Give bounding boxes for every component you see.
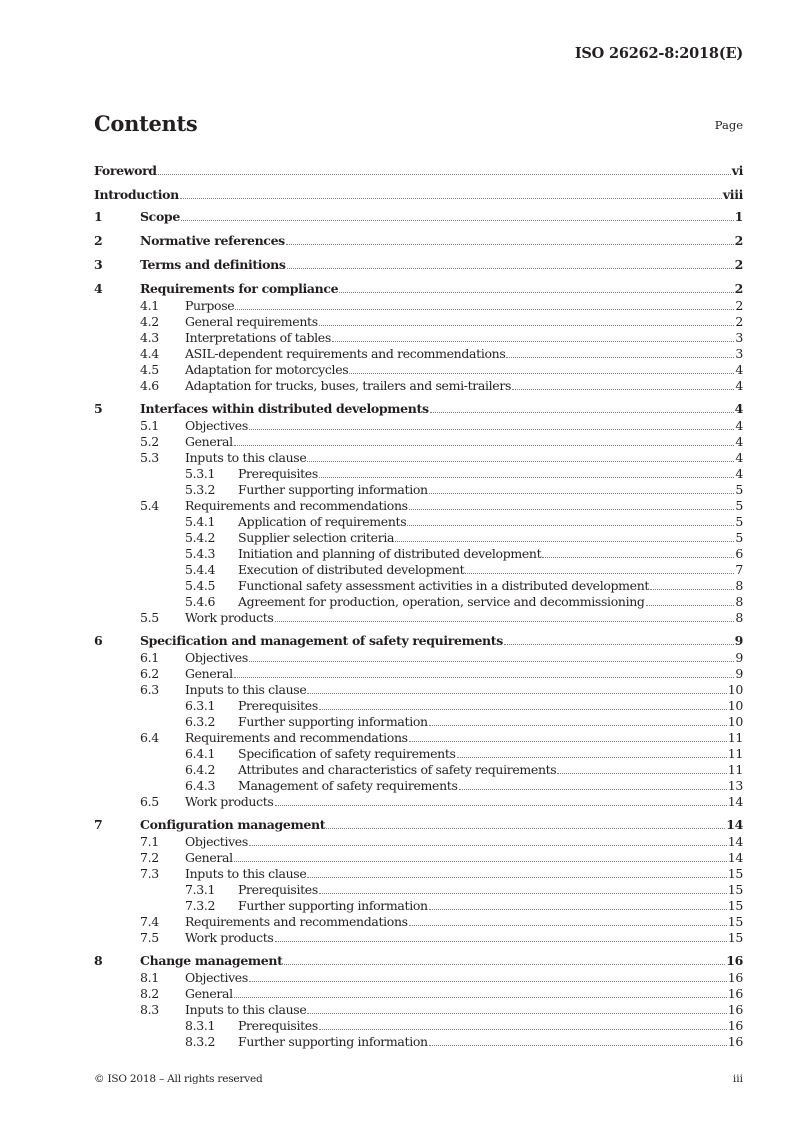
- toc-subclause-entry[interactable]: [94, 666, 743, 682]
- toc-entry-page[interactable]: 2: [734, 233, 743, 248]
- toc-entry-page[interactable]: 7: [735, 562, 743, 577]
- toc-entry-number: 7.3.2: [185, 898, 216, 913]
- dot-leader: [429, 725, 727, 726]
- toc-entry-number: 2: [94, 233, 103, 248]
- toc-entry-page[interactable]: 9: [735, 650, 743, 665]
- dot-leader: [339, 292, 733, 293]
- toc-subclause-entry[interactable]: [94, 850, 743, 866]
- toc-entry-number: 3: [94, 257, 103, 272]
- dot-leader: [275, 941, 727, 942]
- toc-entry-page[interactable]: 11: [727, 762, 743, 777]
- toc-entry-title[interactable]: Work products: [185, 930, 274, 945]
- toc-entry-page[interactable]: 15: [727, 914, 743, 929]
- toc-subclause-entry[interactable]: [94, 834, 743, 850]
- toc-subsubclause-entry[interactable]: [94, 562, 743, 578]
- toc-subclause-entry[interactable]: [94, 330, 743, 346]
- toc-clause-entry[interactable]: [94, 633, 743, 650]
- toc-entry-title[interactable]: ASIL-dependent requirements and recommendations: [185, 346, 506, 361]
- dot-leader: [234, 677, 735, 678]
- toc-subsubclause-entry[interactable]: [94, 514, 743, 530]
- toc-entry-title[interactable]: Attributes and characteristics of safety requirements: [238, 762, 557, 777]
- toc-entry-title[interactable]: Supplier selection criteria: [238, 530, 395, 545]
- toc-entry-page[interactable]: 16: [726, 953, 743, 968]
- toc-entry-number: 6.3: [140, 682, 159, 697]
- toc-entry-title[interactable]: General: [185, 986, 233, 1001]
- dot-leader: [307, 877, 726, 878]
- toc-entry-number: 6.5: [140, 794, 159, 809]
- toc-subclause-entry[interactable]: [94, 794, 743, 810]
- toc-entry-title[interactable]: General requirements: [185, 314, 318, 329]
- toc-entry-page[interactable]: 11: [727, 746, 743, 761]
- toc-subclause-entry[interactable]: [94, 314, 743, 330]
- dot-leader: [286, 244, 734, 245]
- toc-entry-title[interactable]: Prerequisites: [238, 698, 318, 713]
- dot-leader: [180, 198, 722, 199]
- toc-entry-title[interactable]: Requirements for compliance: [140, 281, 339, 296]
- table-of-contents: [94, 154, 743, 1050]
- toc-subclause-entry[interactable]: [94, 450, 743, 466]
- toc-entry-title[interactable]: Work products: [185, 794, 274, 809]
- toc-entry-number: 7.4: [140, 914, 159, 929]
- toc-entry-number: 6.4.1: [185, 746, 216, 761]
- toc-entry-page[interactable]: 8: [735, 578, 743, 593]
- toc-subclause-entry[interactable]: [94, 986, 743, 1002]
- toc-entry-title[interactable]: General: [185, 666, 233, 681]
- toc-entry-number: 5.5: [140, 610, 159, 625]
- toc-entry-title[interactable]: Prerequisites: [238, 466, 318, 481]
- toc-entry-title[interactable]: Adaptation for motorcycles: [185, 362, 349, 377]
- toc-entry-title[interactable]: Interfaces within distributed developments: [140, 401, 429, 416]
- document-id-header: ISO 26262-8:2018(E): [574, 45, 743, 62]
- toc-entry-number: 8.3.1: [185, 1018, 216, 1033]
- dot-leader: [457, 757, 727, 758]
- toc-entry-title[interactable]: Inputs to this clause: [185, 866, 307, 881]
- toc-entry-title[interactable]: Introduction: [94, 187, 179, 202]
- contents-title: Contents: [94, 111, 198, 136]
- dot-leader: [430, 412, 734, 413]
- toc-entry-title[interactable]: Agreement for production, operation, service and decommissioning: [238, 594, 645, 609]
- toc-entry-title[interactable]: General: [185, 850, 233, 865]
- toc-entry-title[interactable]: Further supporting information: [238, 482, 428, 497]
- toc-entry-page[interactable]: vi: [731, 163, 743, 178]
- dot-leader: [249, 661, 734, 662]
- toc-entry-page[interactable]: 15: [727, 866, 743, 881]
- toc-clause-entry[interactable]: [94, 209, 743, 226]
- toc-entry-title[interactable]: Purpose: [185, 298, 235, 313]
- toc-entry-page[interactable]: 2: [735, 314, 743, 329]
- toc-entry-title[interactable]: Requirements and recommendations: [185, 498, 408, 513]
- toc-clause-entry[interactable]: [94, 401, 743, 418]
- toc-entry-title[interactable]: Foreword: [94, 163, 157, 178]
- toc-entry-page[interactable]: 4: [735, 466, 743, 481]
- toc-entry-title[interactable]: Interpretations of tables: [185, 330, 331, 345]
- toc-entry-page[interactable]: 4: [735, 418, 743, 433]
- toc-entry-number: 7: [94, 817, 103, 832]
- toc-entry-page[interactable]: 5: [735, 482, 743, 497]
- toc-subclause-entry[interactable]: [94, 650, 743, 666]
- toc-entry-number: 5.3: [140, 450, 159, 465]
- toc-entry-page[interactable]: 14: [726, 817, 743, 832]
- toc-entry-page[interactable]: 14: [727, 794, 743, 809]
- toc-front-matter-entry[interactable]: [94, 154, 743, 178]
- toc-entry-page[interactable]: 13: [727, 778, 743, 793]
- toc-entry-page[interactable]: 16: [727, 986, 743, 1001]
- toc-entry-number: 6: [94, 633, 103, 648]
- toc-entry-number: 7.2: [140, 850, 159, 865]
- toc-entry-page[interactable]: 15: [727, 882, 743, 897]
- dot-leader: [407, 525, 734, 526]
- toc-entry-page[interactable]: 10: [727, 698, 743, 713]
- toc-subclause-entry[interactable]: [94, 730, 743, 746]
- toc-entry-number: 5.1: [140, 418, 159, 433]
- toc-entry-page[interactable]: 9: [734, 633, 743, 648]
- toc-clause-entry[interactable]: [94, 281, 743, 298]
- toc-subclause-entry[interactable]: [94, 346, 743, 362]
- toc-entry-title[interactable]: Requirements and recommendations: [185, 730, 408, 745]
- dot-leader: [429, 909, 727, 910]
- toc-entry-title[interactable]: Configuration management: [140, 817, 326, 832]
- toc-entry-page[interactable]: 5: [735, 498, 743, 513]
- dot-leader: [506, 357, 734, 358]
- toc-clause-entry[interactable]: [94, 257, 743, 274]
- toc-entry-title[interactable]: Work products: [185, 610, 274, 625]
- toc-entry-number: 4.6: [140, 378, 159, 393]
- toc-entry-page[interactable]: 10: [727, 682, 743, 697]
- toc-entry-page[interactable]: 16: [727, 1002, 743, 1017]
- toc-subclause-entry[interactable]: [94, 378, 743, 394]
- toc-entry-page[interactable]: 5: [735, 530, 743, 545]
- toc-entry-title[interactable]: Specification and management of safety requirements: [140, 633, 503, 648]
- footer-copyright: © ISO 2018 – All rights reserved: [94, 1073, 263, 1085]
- toc-entry-title[interactable]: Adaptation for trucks, buses, trailers and semi-trailers: [185, 378, 512, 393]
- toc-entry-page[interactable]: 8: [735, 594, 743, 609]
- toc-entry-title[interactable]: Further supporting information: [238, 714, 428, 729]
- toc-entry-number: 8.2: [140, 986, 159, 1001]
- dot-leader: [429, 1045, 727, 1046]
- toc-entry-number: 8.3: [140, 1002, 159, 1017]
- toc-entry-number: 8: [94, 953, 103, 968]
- toc-subclause-entry[interactable]: [94, 418, 743, 434]
- toc-entry-title[interactable]: Prerequisites: [238, 1018, 318, 1033]
- dot-leader: [557, 773, 726, 774]
- dot-leader: [275, 621, 735, 622]
- toc-entry-page[interactable]: 1: [734, 209, 743, 224]
- toc-entry-number: 5.4.1: [185, 514, 216, 529]
- toc-entry-page[interactable]: 9: [735, 666, 743, 681]
- dot-leader: [319, 325, 735, 326]
- toc-entry-page[interactable]: 2: [735, 298, 743, 313]
- toc-entry-title[interactable]: Requirements and recommendations: [185, 914, 408, 929]
- toc-entry-title[interactable]: Specification of safety requirements: [238, 746, 456, 761]
- toc-subclause-entry[interactable]: [94, 498, 743, 514]
- toc-entry-page[interactable]: 16: [727, 970, 743, 985]
- dot-leader: [275, 805, 727, 806]
- toc-entry-number: 5.4.5: [185, 578, 216, 593]
- toc-entry-title[interactable]: Prerequisites: [238, 882, 318, 897]
- toc-entry-page[interactable]: 14: [727, 834, 743, 849]
- toc-entry-number: 8.1: [140, 970, 159, 985]
- toc-entry-page[interactable]: 8: [735, 610, 743, 625]
- toc-entry-number: 5: [94, 401, 103, 416]
- toc-entry-number: 7.1: [140, 834, 159, 849]
- toc-entry-page[interactable]: 15: [727, 930, 743, 945]
- toc-entry-number: 5.4.2: [185, 530, 216, 545]
- toc-entry-page[interactable]: 4: [735, 450, 743, 465]
- dot-leader: [646, 605, 735, 606]
- dot-leader: [181, 220, 734, 221]
- toc-entry-number: 5.4: [140, 498, 159, 513]
- dot-leader: [459, 789, 727, 790]
- dot-leader: [504, 644, 734, 645]
- toc-entry-title[interactable]: Further supporting information: [238, 898, 428, 913]
- dot-leader: [409, 925, 727, 926]
- toc-entry-title[interactable]: Objectives: [185, 834, 248, 849]
- dot-leader: [158, 174, 731, 175]
- toc-entry-title[interactable]: Execution of distributed development: [238, 562, 465, 577]
- toc-entry-number: 6.2: [140, 666, 159, 681]
- toc-entry-title[interactable]: Objectives: [185, 650, 248, 665]
- toc-subclause-entry[interactable]: [94, 970, 743, 986]
- toc-subclause-entry[interactable]: [94, 914, 743, 930]
- toc-entry-title[interactable]: Management of safety requirements: [238, 778, 458, 793]
- toc-subclause-entry[interactable]: [94, 298, 743, 314]
- toc-entry-number: 6.4.3: [185, 778, 216, 793]
- toc-entry-title[interactable]: Change management: [140, 953, 283, 968]
- toc-entry-number: 5.4.6: [185, 594, 216, 609]
- toc-subsubclause-entry[interactable]: [94, 882, 743, 898]
- dot-leader: [307, 1013, 726, 1014]
- toc-clause-entry[interactable]: [94, 817, 743, 834]
- toc-subclause-entry[interactable]: [94, 682, 743, 698]
- toc-entry-number: 4.5: [140, 362, 159, 377]
- dot-leader: [395, 541, 734, 542]
- toc-subsubclause-entry[interactable]: [94, 530, 743, 546]
- toc-subsubclause-entry[interactable]: [94, 762, 743, 778]
- toc-entry-page[interactable]: 4: [735, 434, 743, 449]
- toc-entry-page[interactable]: 3: [735, 330, 743, 345]
- dot-leader: [465, 573, 734, 574]
- toc-front-matter-entry[interactable]: [94, 178, 743, 202]
- toc-entry-number: 6.4.2: [185, 762, 216, 777]
- toc-entry-number: 6.3.1: [185, 698, 216, 713]
- page-column-label: Page: [714, 118, 743, 132]
- toc-entry-number: 4.2: [140, 314, 159, 329]
- toc-entry-page[interactable]: 4: [734, 401, 743, 416]
- toc-subclause-entry[interactable]: [94, 1002, 743, 1018]
- toc-entry-title[interactable]: Inputs to this clause: [185, 450, 307, 465]
- dot-leader: [284, 964, 726, 965]
- toc-entry-number: 4.4: [140, 346, 159, 361]
- toc-subsubclause-entry[interactable]: [94, 778, 743, 794]
- toc-entry-title[interactable]: Terms and definitions: [140, 257, 286, 272]
- toc-entry-page[interactable]: 6: [735, 546, 743, 561]
- toc-entry-page[interactable]: 16: [727, 1018, 743, 1033]
- toc-entry-number: 4.3: [140, 330, 159, 345]
- dot-leader: [429, 493, 735, 494]
- dot-leader: [542, 557, 734, 558]
- toc-subsubclause-entry[interactable]: [94, 1034, 743, 1050]
- dot-leader: [349, 373, 734, 374]
- toc-entry-title[interactable]: Application of requirements: [238, 514, 407, 529]
- toc-subsubclause-entry[interactable]: [94, 1018, 743, 1034]
- toc-entry-number: 4.1: [140, 298, 159, 313]
- toc-entry-title[interactable]: Functional safety assessment activities in a distributed development: [238, 578, 650, 593]
- toc-entry-page[interactable]: 10: [727, 714, 743, 729]
- toc-entry-title[interactable]: Inputs to this clause: [185, 682, 307, 697]
- toc-entry-page[interactable]: 2: [734, 281, 743, 296]
- dot-leader: [319, 477, 734, 478]
- toc-subsubclause-entry[interactable]: [94, 466, 743, 482]
- toc-entry-page[interactable]: 4: [735, 362, 743, 377]
- toc-entry-page[interactable]: 11: [727, 730, 743, 745]
- toc-entry-number: 7.3.1: [185, 882, 216, 897]
- footer-page-number: iii: [732, 1073, 743, 1085]
- toc-entry-page[interactable]: 2: [734, 257, 743, 272]
- toc-subsubclause-entry[interactable]: [94, 746, 743, 762]
- toc-entry-title[interactable]: Scope: [140, 209, 180, 224]
- dot-leader: [650, 589, 734, 590]
- toc-entry-number: 5.4.3: [185, 546, 216, 561]
- toc-subsubclause-entry[interactable]: [94, 578, 743, 594]
- toc-subclause-entry[interactable]: [94, 610, 743, 626]
- toc-subsubclause-entry[interactable]: [94, 698, 743, 714]
- toc-entry-title[interactable]: Objectives: [185, 970, 248, 985]
- dot-leader: [307, 461, 734, 462]
- toc-entry-number: 5.4.4: [185, 562, 216, 577]
- dot-leader: [287, 268, 734, 269]
- toc-entry-number: 5.3.2: [185, 482, 216, 497]
- toc-entry-number: 4: [94, 281, 103, 296]
- toc-subclause-entry[interactable]: [94, 866, 743, 882]
- dot-leader: [249, 429, 734, 430]
- toc-subclause-entry[interactable]: [94, 930, 743, 946]
- toc-entry-title[interactable]: Normative references: [140, 233, 285, 248]
- toc-subsubclause-entry[interactable]: [94, 594, 743, 610]
- toc-entry-number: 5.2: [140, 434, 159, 449]
- toc-entry-title[interactable]: Objectives: [185, 418, 248, 433]
- toc-subsubclause-entry[interactable]: [94, 898, 743, 914]
- toc-entry-title[interactable]: Inputs to this clause: [185, 1002, 307, 1017]
- toc-entry-page[interactable]: 5: [735, 514, 743, 529]
- dot-leader: [234, 445, 735, 446]
- toc-subsubclause-entry[interactable]: [94, 546, 743, 562]
- toc-subsubclause-entry[interactable]: [94, 714, 743, 730]
- dot-leader: [326, 828, 725, 829]
- dot-leader: [249, 845, 727, 846]
- dot-leader: [234, 997, 727, 998]
- toc-clause-entry[interactable]: [94, 233, 743, 250]
- dot-leader: [409, 741, 727, 742]
- toc-entry-number: 7.3: [140, 866, 159, 881]
- toc-entry-number: 7.5: [140, 930, 159, 945]
- dot-leader: [409, 509, 735, 510]
- toc-entry-page[interactable]: 14: [727, 850, 743, 865]
- dot-leader: [319, 709, 727, 710]
- toc-entry-number: 5.3.1: [185, 466, 216, 481]
- toc-entry-number: 6.3.2: [185, 714, 216, 729]
- toc-entry-number: 8.3.2: [185, 1034, 216, 1049]
- dot-leader: [235, 309, 734, 310]
- dot-leader: [307, 693, 726, 694]
- toc-entry-page[interactable]: 16: [727, 1034, 743, 1049]
- dot-leader: [234, 861, 727, 862]
- dot-leader: [249, 981, 727, 982]
- toc-entry-page[interactable]: viii: [722, 187, 743, 202]
- toc-subclause-entry[interactable]: [94, 362, 743, 378]
- toc-entry-title[interactable]: Initiation and planning of distributed development: [238, 546, 542, 561]
- dot-leader: [332, 341, 735, 342]
- toc-entry-number: 6.1: [140, 650, 159, 665]
- toc-entry-page[interactable]: 3: [735, 346, 743, 361]
- dot-leader: [319, 1029, 727, 1030]
- dot-leader: [512, 389, 734, 390]
- dot-leader: [319, 893, 727, 894]
- toc-subclause-entry[interactable]: [94, 434, 743, 450]
- toc-entry-title[interactable]: Further supporting information: [238, 1034, 428, 1049]
- toc-subsubclause-entry[interactable]: [94, 482, 743, 498]
- toc-entry-number: 1: [94, 209, 103, 224]
- toc-entry-title[interactable]: General: [185, 434, 233, 449]
- toc-entry-page[interactable]: 4: [735, 378, 743, 393]
- toc-entry-number: 6.4: [140, 730, 159, 745]
- toc-entry-page[interactable]: 15: [727, 898, 743, 913]
- toc-clause-entry[interactable]: [94, 953, 743, 970]
